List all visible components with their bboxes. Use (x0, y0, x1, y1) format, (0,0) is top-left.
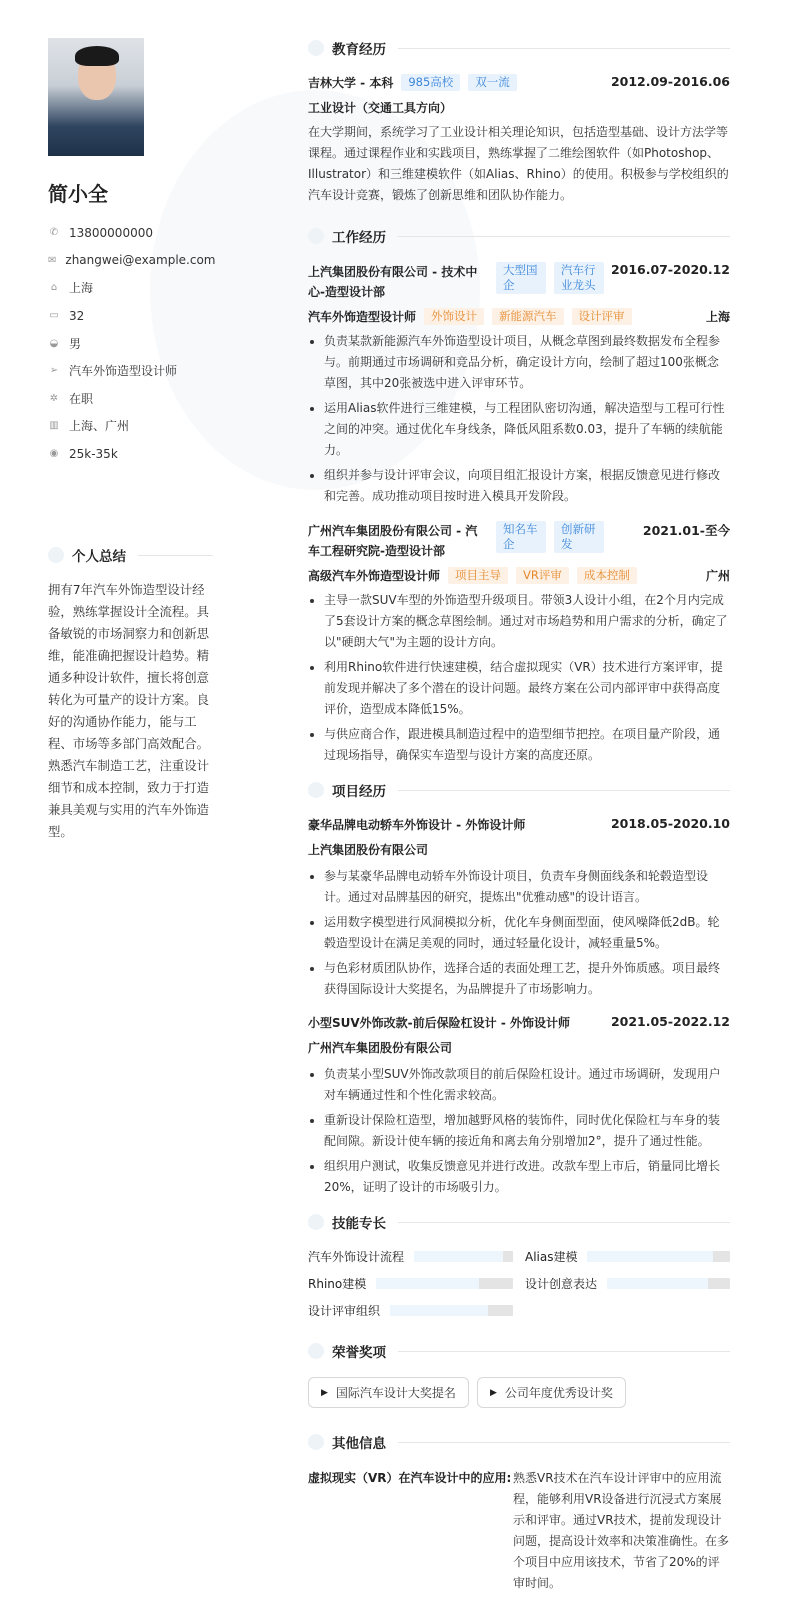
other-info-entry (308, 1468, 730, 1594)
bullet-list (308, 331, 730, 507)
section-dot-icon (48, 547, 64, 563)
summary-text: 拥有7年汽车外饰造型设计经验，熟练掌握设计全流程。具备敏锐的市场洞察力和创新思维，能准确把握设计趋势。精通多种设计软件，擅长将创意转化为可量产的设计方案。良好的沟通协作能力，能与工程、市场等多部门高效配合。熟悉汽车制造工艺，注重设计细节和成本控制，致力于打造兼具美观与实用的汽车外饰造型。 (48, 582, 210, 840)
role-title: 高级汽车外饰造型设计师 (308, 569, 441, 583)
project-header (308, 1014, 730, 1031)
bullet-item: 与色彩材质团队协作，选择合适的表面处理工艺，提升外饰质感。项目最终获得国际设计大奖提名，为品牌提升了市场影响力。 (308, 958, 730, 1000)
phone-icon: ✆ (49, 227, 59, 239)
city: 广州 (705, 569, 730, 583)
project-entry (308, 1014, 730, 1198)
section-header-other (308, 1432, 730, 1452)
section-dot-icon (308, 40, 324, 56)
section-header-awards (308, 1341, 730, 1361)
bullet-item: 与供应商合作，跟进模具制造过程中的造型细节把控。在项目量产阶段，通过现场指导，确保实车造型与设计方案的高度还原。 (308, 724, 730, 766)
contact-item (48, 247, 216, 275)
main-content (308, 38, 730, 1594)
salary-icon: ◉ (49, 448, 59, 460)
contact-text: 汽车外饰造型设计师 (69, 364, 178, 379)
home-icon: ⌂ (50, 282, 58, 294)
project-header (308, 816, 730, 833)
skill-bar (607, 1278, 730, 1289)
bullet-item: 负责某款新能源汽车外饰造型设计项目，从概念草图到最终数据发布全程参与。前期通过市场调研和竞品分析，确定设计方向，绘制了超过100张概念草图，其中20张被选中进入评审环节。 (308, 331, 730, 394)
bullet-item: 组织并参与设计评审会议，向项目组汇报设计方案，根据反馈意见进行修改和完善。成功推动项目按时进入模具开发阶段。 (308, 465, 730, 507)
work-entry (308, 262, 730, 507)
tag: 成本控制 (577, 567, 637, 584)
skill-item (308, 1248, 513, 1265)
education-entry (308, 74, 730, 91)
contact-item (48, 385, 213, 413)
project-company: 广州汽车集团股份有限公司 (308, 1041, 453, 1055)
award-label: 公司年度优秀设计奖 (504, 1386, 613, 1400)
work-header (308, 521, 730, 561)
role-row (308, 567, 730, 584)
project-list (308, 816, 730, 1198)
school-name: 吉林大学 - 本科 (308, 76, 394, 90)
tag: 新能源汽车 (492, 308, 564, 325)
skill-item (308, 1302, 513, 1319)
contact-item (48, 440, 213, 468)
tag: 知名车企 (496, 521, 546, 553)
section-title: 教育经历 (332, 42, 386, 58)
bullet-item: 运用数字模型进行风洞模拟分析，优化车身侧面型面，使风噪降低2dB。轮毂造型设计在满足美观的同时，通过轻量化设计，减轻重量5%。 (308, 912, 730, 954)
role-row (308, 308, 730, 325)
date-range: 2016.07-2020.12 (610, 262, 730, 277)
award-item (308, 1377, 469, 1408)
divider (398, 1351, 730, 1352)
bullet-item: 运用Alias软件进行三维建模，与工程团队密切沟通，解决造型与工程可行性之间的冲突。通过优化车身线条，降低风阻系数0.03，提升了车辆的续航能力。 (308, 398, 730, 461)
contact-item (48, 302, 213, 330)
project-entry (308, 816, 730, 1000)
major: 工业设计（交通工具方向） (308, 101, 453, 115)
contact-text: 32 (69, 308, 85, 323)
candidate-name: 简小全 (48, 182, 108, 206)
section-title: 个人总结 (72, 549, 126, 566)
contact-text: 上海 (69, 281, 94, 296)
project-name: 豪华品牌电动轿车外饰设计 - 外饰设计师 (308, 818, 526, 832)
divider (398, 790, 730, 791)
city: 上海 (705, 310, 730, 324)
tag: VR评审 (516, 567, 569, 584)
section-title: 项目经历 (332, 784, 386, 800)
date-range: 2012.09-2016.06 (610, 74, 730, 89)
divider (398, 48, 730, 49)
divider (138, 555, 213, 556)
date-range: 2018.05-2020.10 (610, 816, 730, 831)
other-info-value: 熟悉VR技术在汽车设计评审中的应用流程，能够利用VR设备进行沉浸式方案展示和评审。通过VR技术，提前发现设计问题，提高设计效率和决策准确性。在多个项目中应用该技术，节省了20%的评审时间。 (513, 1471, 730, 1590)
tag: 汽车行业龙头 (554, 262, 604, 294)
award-label: 国际汽车设计大奖提名 (335, 1386, 456, 1400)
other-info-key: 虚拟现实（VR）在汽车设计中的应用: (308, 1471, 512, 1485)
contact-list (48, 219, 216, 467)
skill-name: Rhino建模 (308, 1277, 367, 1291)
bullet-item: 利用Rhino软件进行快速建模，结合虚拟现实（VR）技术进行方案评审，提前发现并解决了多个潜在的设计问题。最终方案在公司内部评审中获得高度评价，造型成本降低15%。 (308, 657, 730, 720)
date-range: 2021.05-2022.12 (610, 1014, 730, 1029)
section-dot-icon (308, 782, 324, 798)
mail-icon: ✉ (48, 254, 57, 266)
role-left (308, 567, 637, 584)
company-name: 上汽集团股份有限公司 - 技术中心-造型设计部 (308, 265, 478, 299)
tag: 项目主导 (448, 567, 508, 584)
section-title: 技能专长 (332, 1216, 386, 1232)
bullet-list (308, 1064, 730, 1198)
bullet-item: 重新设计保险杠造型，增加越野风格的装饰件，同时优化保险杠与车身的装配间隙。新设计使车辆的接近角和离去角分别增加2°，提升了通过性能。 (308, 1110, 730, 1152)
role-left (308, 308, 632, 325)
tag: 创新研发 (554, 521, 604, 553)
divider (398, 1442, 730, 1443)
section-header-education (308, 38, 730, 58)
bullet-list (308, 590, 730, 766)
section-title: 其他信息 (332, 1436, 386, 1452)
skill-list (308, 1248, 730, 1319)
avatar-photo (48, 38, 144, 156)
divider (398, 1222, 730, 1223)
contact-item (48, 219, 213, 247)
skill-item (525, 1248, 730, 1265)
work-header (308, 262, 730, 302)
play-triangle-icon: ▶ (489, 1387, 497, 1398)
role-title: 汽车外饰造型设计师 (308, 310, 417, 324)
contact-text: 在职 (69, 391, 94, 406)
company-name: 广州汽车集团股份有限公司 - 汽车工程研究院-造型设计部 (308, 524, 478, 558)
work-header-left (308, 262, 604, 302)
section-title: 荣誉奖项 (332, 1345, 386, 1361)
skill-name: 设计评审组织 (308, 1304, 381, 1318)
bullet-item: 负责某小型SUV外饰改款项目的前后保险杠设计。通过市场调研，发现用户对车辆通过性和个性化需求较高。 (308, 1064, 730, 1106)
sidebar (48, 38, 216, 843)
work-header-left (308, 521, 604, 561)
tag: 双一流 (468, 74, 517, 91)
skill-bar-fill (587, 1251, 712, 1262)
section-header-skills (308, 1212, 730, 1232)
skill-item (525, 1275, 730, 1292)
cake-icon: ▭ (49, 310, 59, 322)
education-description: 在大学期间，系统学习了工业设计相关理论知识，包括造型基础、设计方法学等课程。通过课程作业和实践项目，熟练掌握了二维绘图软件（如Photoshop、Illustrator）和三维建模软件（如Alias、Rhino）的使用。积极参与学校组织的汽车设计竞赛，锻炼了创新思维和团队协作能力。 (308, 125, 729, 202)
contact-text: zhangwei@example.com (65, 253, 216, 268)
section-dot-icon (308, 1343, 324, 1359)
project-company: 上汽集团股份有限公司 (308, 843, 429, 857)
skill-bar (587, 1251, 730, 1262)
contact-item (48, 357, 213, 385)
divider (398, 236, 730, 237)
bullet-item: 组织用户测试，收集反馈意见并进行改进。改款车型上市后，销量同比增长20%，证明了设计的市场吸引力。 (308, 1156, 730, 1198)
section-title: 工作经历 (332, 230, 386, 246)
skill-bar-fill (607, 1278, 708, 1289)
send-icon: ➢ (49, 365, 59, 377)
building-icon: ▥ (49, 420, 59, 432)
status-icon: ✲ (49, 392, 59, 404)
section-header-projects (308, 780, 730, 800)
tag: 外饰设计 (424, 308, 484, 325)
skill-name: 汽车外饰设计流程 (308, 1250, 405, 1264)
bullet-list (308, 866, 730, 1000)
contact-text: 13800000000 (69, 225, 153, 240)
section-header-summary (48, 545, 213, 565)
skill-bar-fill (414, 1251, 503, 1262)
project-name: 小型SUV外饰改款-前后保险杠设计 - 外饰设计师 (308, 1016, 570, 1030)
section-header-work (308, 226, 730, 246)
skill-bar-fill (390, 1305, 488, 1316)
tag: 大型国企 (496, 262, 546, 294)
tag: 设计评审 (572, 308, 632, 325)
skill-bar (376, 1278, 513, 1289)
bullet-item: 参与某豪华品牌电动轿车外饰设计项目，负责车身侧面线条和轮毂造型设计。通过对品牌基因的研究，提炼出"优雅动感"的设计语言。 (308, 866, 730, 908)
contact-text: 25k-35k (69, 446, 118, 461)
bullet-item: 主导一款SUV车型的外饰造型升级项目。带领3人设计小组，在2个月内完成了5套设计方案的概念草图绘制。通过对市场趋势和用户需求的分析，确定了以"硬朗大气"为主题的设计方向。 (308, 590, 730, 653)
award-item (477, 1377, 626, 1408)
skill-bar (414, 1251, 513, 1262)
contact-text: 男 (69, 336, 82, 351)
section-dot-icon (308, 1434, 324, 1450)
work-list (308, 262, 730, 766)
contact-item (48, 412, 213, 440)
award-list (308, 1377, 730, 1408)
section-dot-icon (308, 228, 324, 244)
contact-item (48, 329, 213, 357)
work-entry (308, 521, 730, 766)
gender-icon: ◒ (49, 337, 59, 349)
skill-bar-fill (376, 1278, 479, 1289)
contact-item (48, 274, 213, 302)
section-dot-icon (308, 1214, 324, 1230)
skill-bar (390, 1305, 513, 1316)
tag: 985高校 (401, 74, 460, 91)
skill-item (308, 1275, 513, 1292)
skill-name: Alias建模 (525, 1250, 578, 1264)
skill-name: 设计创意表达 (525, 1277, 598, 1291)
play-triangle-icon: ▶ (321, 1387, 328, 1398)
date-range: 2021.01-至今 (642, 523, 730, 538)
contact-text: 上海、广州 (69, 419, 130, 434)
